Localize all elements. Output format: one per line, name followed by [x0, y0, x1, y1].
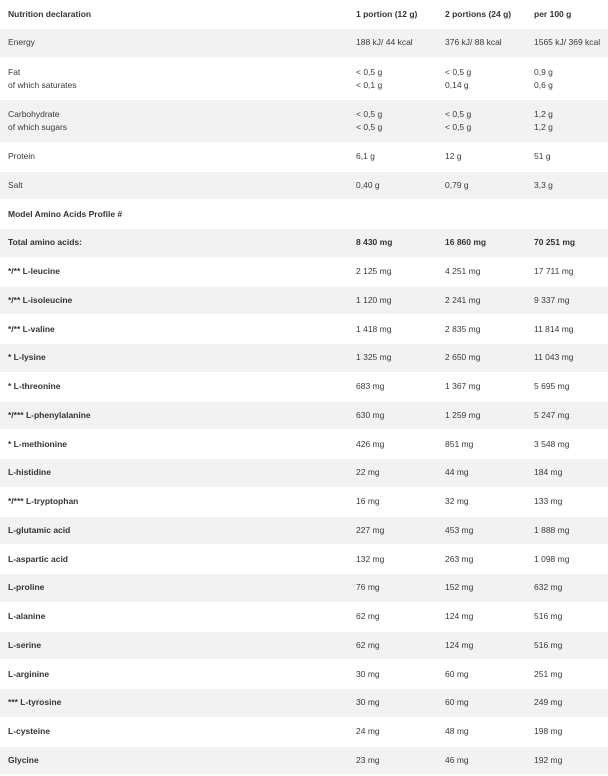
nutrition-row [0, 143, 608, 172]
amino-value: 22 mg [356, 467, 380, 478]
amino-value: 9 337 mg [534, 294, 570, 305]
amino-value: 2 241 mg [445, 294, 481, 305]
nutrient-label: of which sugars [8, 122, 68, 132]
amino-value: 3 548 mg [534, 438, 570, 449]
amino-name: */*** L-tryptophan [8, 496, 79, 507]
amino-value: 32 mg [445, 496, 469, 507]
amino-value: 632 mg [534, 582, 563, 593]
amino-value: 60 mg [445, 697, 469, 708]
header-portion-1: 1 portion (12 g) [356, 8, 418, 19]
amino-row [0, 287, 608, 316]
amino-header-row [0, 200, 608, 229]
nutrient-value [525, 108, 608, 134]
total-portion-1: 8 430 mg [356, 237, 393, 248]
amino-value: 227 mg [356, 524, 385, 535]
amino-name: */** L-valine [8, 323, 55, 334]
nutrient-value [436, 108, 525, 134]
nutrition-row [0, 100, 608, 143]
nutrient-label: Salt [8, 179, 23, 190]
nutrient-value [525, 36, 608, 49]
amino-value: 251 mg [534, 668, 563, 679]
amino-row [0, 517, 608, 546]
amino-value: 516 mg [534, 611, 563, 622]
amino-row [0, 632, 608, 661]
nutrient-amount: 0,6 g [534, 79, 553, 90]
nutrient-name [0, 36, 347, 49]
nutrient-amount: 1,2 g [534, 122, 553, 132]
nutrient-name [0, 108, 347, 134]
amino-row [0, 459, 608, 488]
amino-value: 132 mg [356, 553, 385, 564]
amino-value: 263 mg [445, 553, 474, 564]
amino-section-title: Model Amino Acids Profile # [8, 208, 123, 219]
nutrition-row [0, 172, 608, 201]
amino-row [0, 402, 608, 431]
nutrient-amount: 0,14 g [445, 79, 469, 90]
nutrient-name [0, 150, 347, 163]
amino-value: 192 mg [534, 754, 563, 765]
amino-row [0, 660, 608, 689]
amino-row [0, 430, 608, 459]
amino-value: 133 mg [534, 496, 563, 507]
amino-value: 1 888 mg [534, 524, 570, 535]
amino-value: 5 247 mg [534, 409, 570, 420]
amino-value: 198 mg [534, 726, 563, 737]
amino-value: 124 mg [445, 639, 474, 650]
header-label: Nutrition declaration [8, 8, 92, 19]
amino-row [0, 574, 608, 603]
amino-name: Glycine [8, 754, 39, 765]
total-label: Total amino acids: [8, 237, 82, 248]
amino-value: 683 mg [356, 381, 385, 392]
nutrient-amount: 12 g [445, 151, 462, 162]
amino-name: L-arginine [8, 668, 50, 679]
amino-name: * L-threonine [8, 381, 61, 392]
amino-value: 62 mg [356, 611, 380, 622]
amino-value: 516 mg [534, 639, 563, 650]
amino-row [0, 488, 608, 517]
amino-name: L-aspartic acid [8, 553, 68, 564]
amino-row [0, 373, 608, 402]
amino-value: 11 814 mg [534, 323, 574, 334]
amino-value: 48 mg [445, 726, 469, 737]
amino-value: 17 711 mg [534, 266, 574, 277]
nutrient-value [436, 36, 525, 49]
header-portion-2: 2 portions (24 g) [445, 8, 512, 19]
amino-value: 2 125 mg [356, 266, 392, 277]
nutrient-value [347, 179, 436, 192]
amino-name: * L-lysine [8, 352, 46, 363]
amino-value: 24 mg [356, 726, 380, 737]
nutrient-label: Protein [8, 151, 35, 162]
nutrient-amount: 51 g [534, 151, 551, 162]
amino-value: 30 mg [356, 668, 380, 679]
amino-name: L-cysteine [8, 726, 51, 737]
nutrition-row [0, 58, 608, 101]
amino-value: 2 835 mg [445, 323, 481, 334]
nutrient-amount: < 0,5 g [445, 109, 472, 119]
amino-value: 1 367 mg [445, 381, 481, 392]
nutrient-amount: 6,1 g [356, 151, 375, 162]
amino-value: 1 325 mg [356, 352, 392, 363]
amino-value: 1 418 mg [356, 323, 392, 334]
nutrient-amount: < 0,5 g [356, 66, 383, 77]
amino-name: L-alanine [8, 611, 46, 622]
amino-rows [0, 258, 608, 776]
nutrient-value [525, 179, 608, 192]
nutrient-amount: 0,9 g [534, 66, 553, 77]
nutrient-amount: < 0,5 g [356, 109, 383, 119]
amino-name: */** L-leucine [8, 266, 60, 277]
amino-value: 30 mg [356, 697, 380, 708]
total-portion-2: 16 860 mg [445, 237, 487, 248]
table-header-row [0, 0, 608, 29]
amino-value: 62 mg [356, 639, 380, 650]
amino-row [0, 258, 608, 287]
total-per-100g: 70 251 mg [534, 237, 576, 248]
nutrient-value [525, 150, 608, 163]
nutrient-amount: < 0,5 g [356, 122, 383, 132]
nutrient-amount: < 0,5 g [445, 66, 472, 77]
amino-row [0, 315, 608, 344]
amino-row [0, 344, 608, 373]
nutrient-amount: 376 kJ/ 88 kcal [445, 37, 502, 48]
amino-value: 44 mg [445, 467, 469, 478]
nutrient-label: Carbohydrate [8, 109, 60, 119]
amino-row [0, 718, 608, 747]
amino-name: *** L-tyrosine [8, 697, 62, 708]
header-per-100g: per 100 g [534, 8, 572, 19]
amino-name: L-serine [8, 639, 42, 650]
nutrient-amount: 188 kJ/ 44 kcal [356, 37, 413, 48]
nutrient-name [0, 179, 347, 192]
amino-value: 630 mg [356, 409, 385, 420]
nutrient-value [436, 66, 525, 92]
amino-value: 184 mg [534, 467, 563, 478]
total-amino-row [0, 229, 608, 258]
nutrient-amount: < 0,5 g [445, 122, 472, 132]
amino-value: 124 mg [445, 611, 474, 622]
nutrient-value [347, 108, 436, 134]
nutrient-value [436, 179, 525, 192]
amino-value: 16 mg [356, 496, 380, 507]
amino-row [0, 545, 608, 574]
nutrient-amount: 1565 kJ/ 369 kcal [534, 37, 601, 48]
amino-value: 453 mg [445, 524, 474, 535]
amino-value: 1 120 mg [356, 294, 392, 305]
amino-name: */** L-isoleucine [8, 294, 73, 305]
amino-value: 426 mg [356, 438, 385, 449]
amino-name: * L-methionine [8, 438, 68, 449]
nutrient-amount: 0,79 g [445, 179, 469, 190]
nutrition-rows [0, 29, 608, 200]
nutrient-amount: 1,2 g [534, 109, 553, 119]
amino-row [0, 747, 608, 776]
nutrient-amount: 0,40 g [356, 179, 380, 190]
nutrient-value [347, 150, 436, 163]
amino-value: 4 251 mg [445, 266, 481, 277]
amino-value: 5 695 mg [534, 381, 570, 392]
nutrient-amount: < 0,1 g [356, 79, 383, 90]
nutrition-row [0, 29, 608, 58]
nutrient-value [436, 150, 525, 163]
amino-value: 249 mg [534, 697, 563, 708]
amino-value: 11 043 mg [534, 352, 574, 363]
amino-value: 23 mg [356, 754, 380, 765]
nutrient-label: Energy [8, 37, 35, 48]
amino-value: 76 mg [356, 582, 380, 593]
amino-value: 46 mg [445, 754, 469, 765]
amino-value: 1 098 mg [534, 553, 570, 564]
amino-name: L-histidine [8, 467, 51, 478]
nutrient-label: of which saturates [8, 79, 77, 90]
nutrient-value [525, 66, 608, 92]
amino-row [0, 689, 608, 718]
nutrient-name [0, 66, 347, 92]
amino-row [0, 603, 608, 632]
amino-value: 60 mg [445, 668, 469, 679]
amino-value: 851 mg [445, 438, 474, 449]
nutrient-value [347, 36, 436, 49]
amino-value: 1 259 mg [445, 409, 481, 420]
amino-value: 152 mg [445, 582, 474, 593]
nutrient-label: Fat [8, 66, 21, 77]
amino-name: L-proline [8, 582, 45, 593]
amino-name: L-glutamic acid [8, 524, 71, 535]
amino-name: */*** L-phenylalanine [8, 409, 91, 420]
nutrient-amount: 3,3 g [534, 179, 553, 190]
nutrient-value [347, 66, 436, 92]
amino-value: 2 650 mg [445, 352, 481, 363]
